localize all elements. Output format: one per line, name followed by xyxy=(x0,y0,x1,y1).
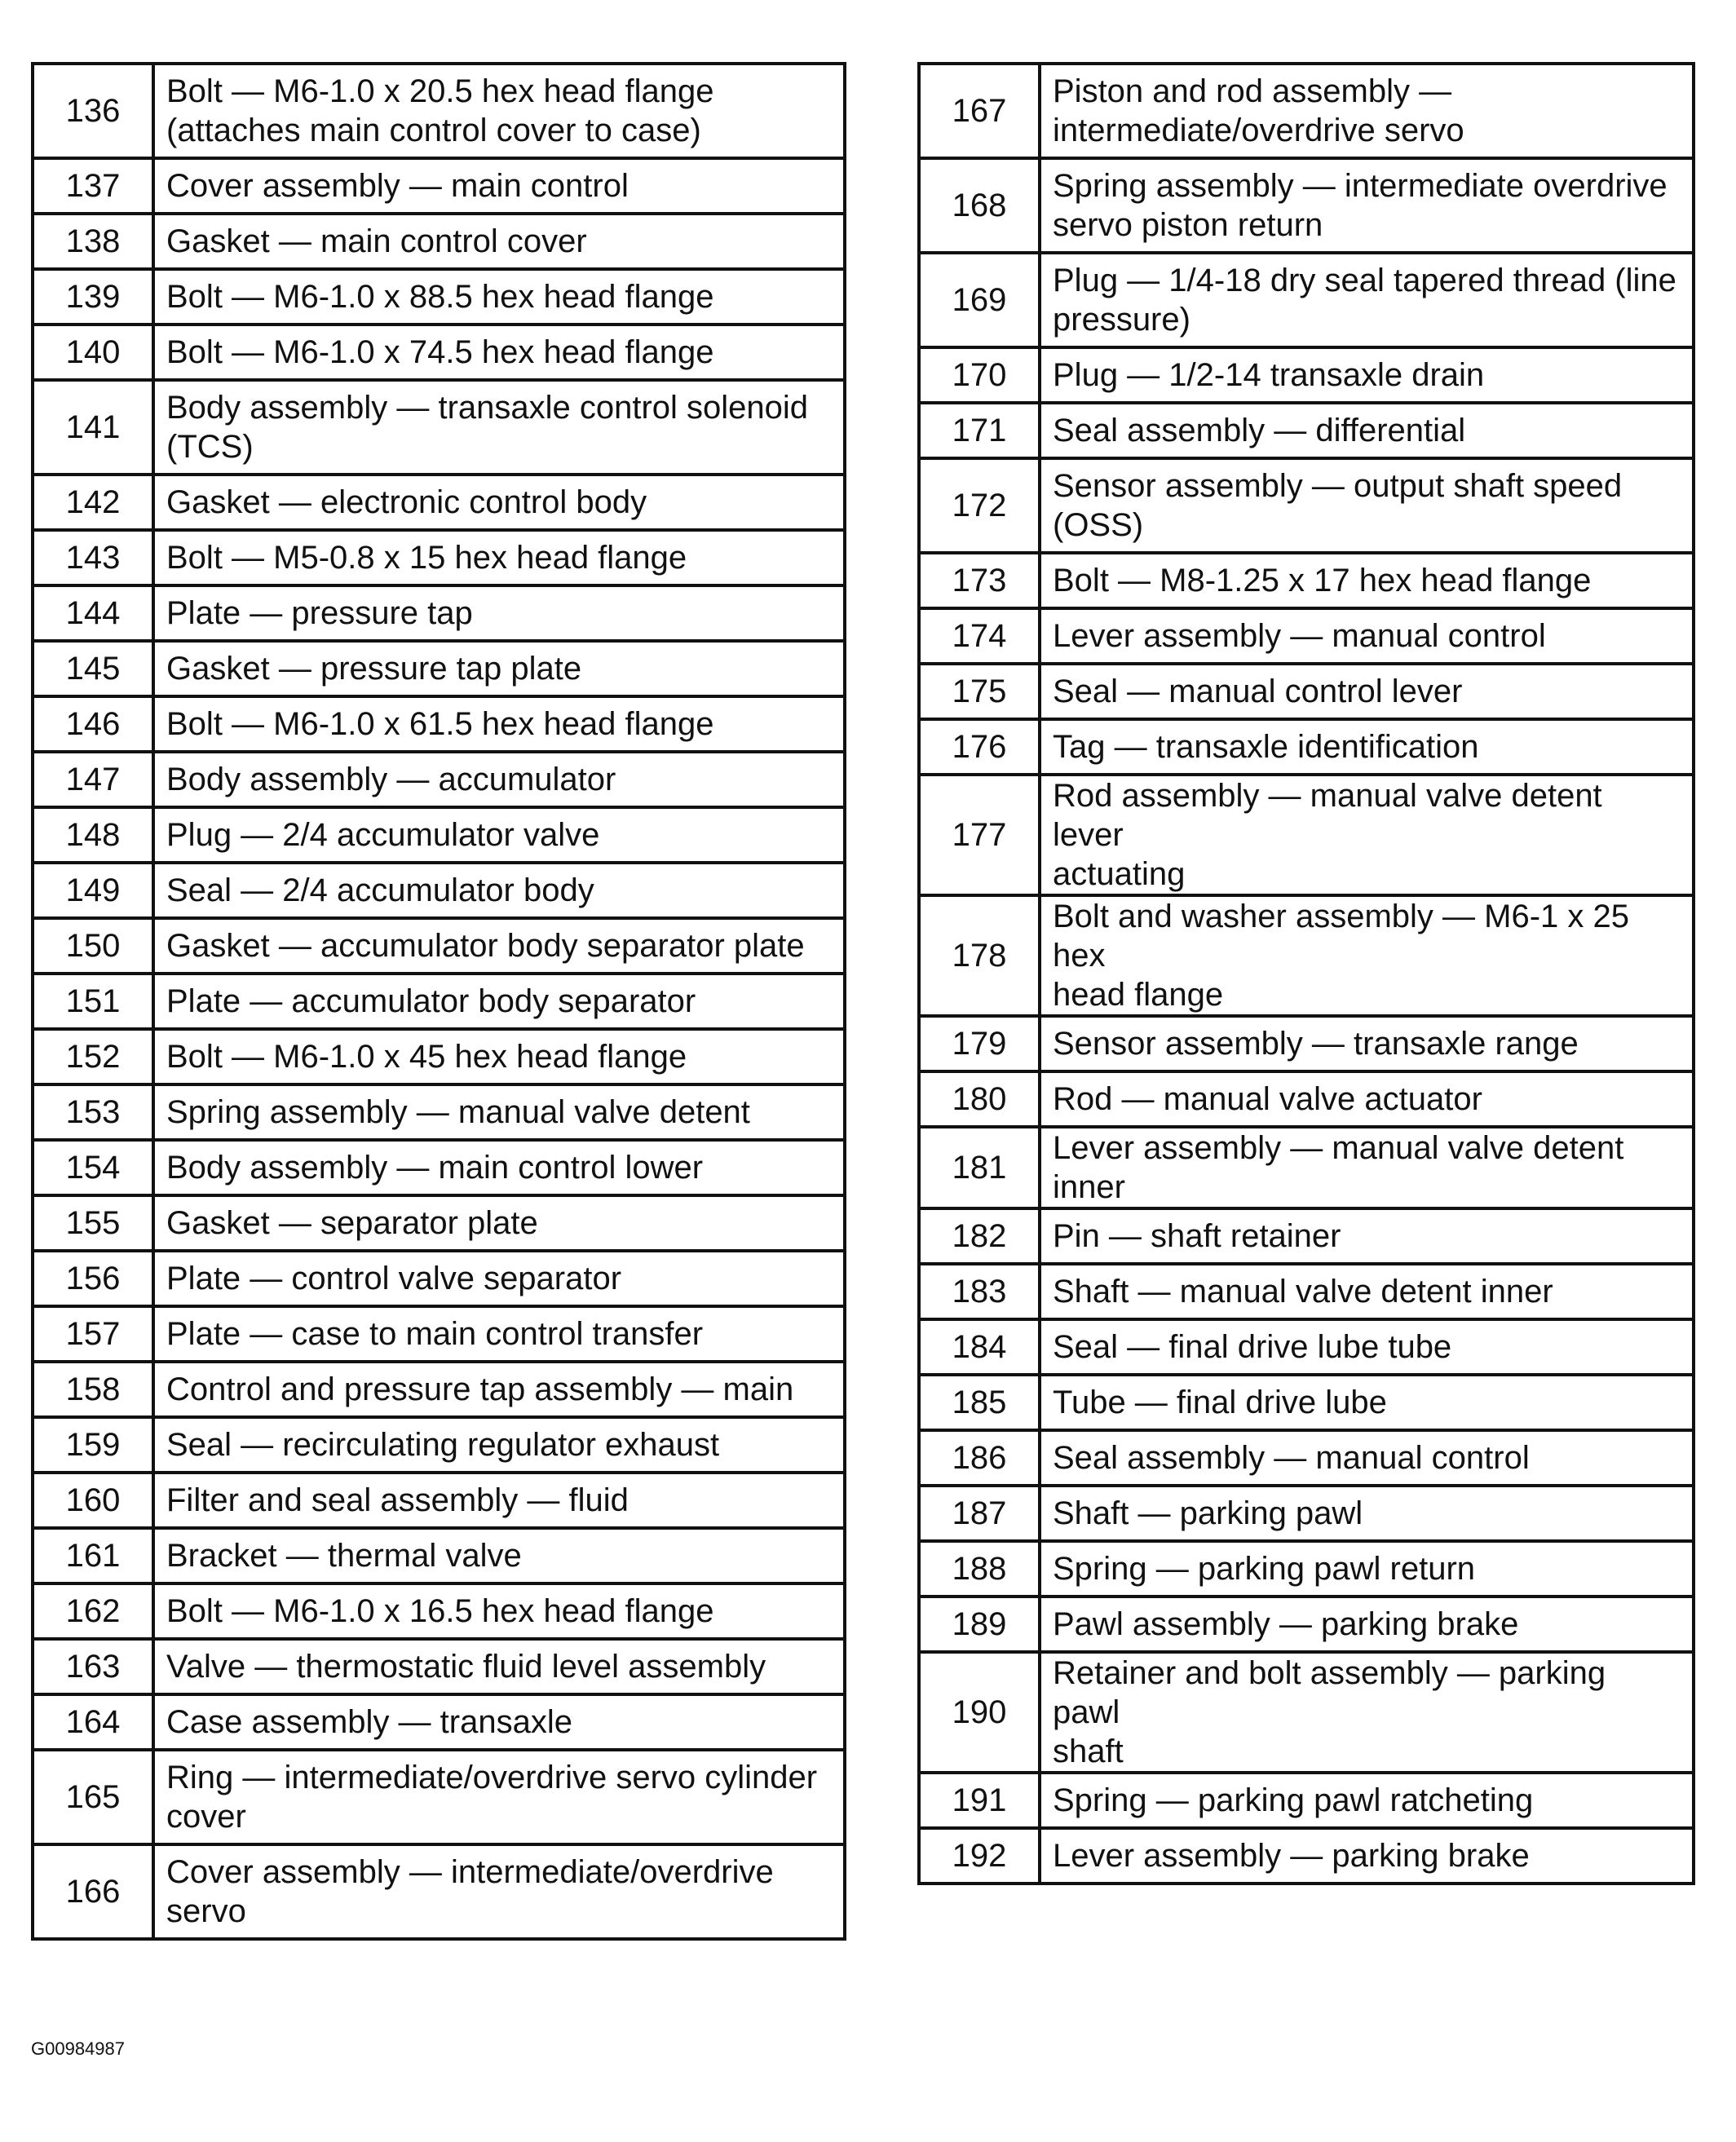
part-number: 156 xyxy=(33,1251,153,1306)
part-number: 136 xyxy=(33,64,153,158)
table-row xyxy=(33,1362,845,1417)
table-row xyxy=(919,64,1694,158)
part-number: 182 xyxy=(919,1208,1040,1264)
table-row xyxy=(33,1306,845,1362)
part-description: Spring assembly — manual valve detent xyxy=(153,1084,845,1140)
table-row xyxy=(33,752,845,807)
part-description: Lever assembly — manual control xyxy=(1040,608,1694,664)
part-number: 191 xyxy=(919,1773,1040,1828)
part-number: 176 xyxy=(919,719,1040,775)
part-number: 183 xyxy=(919,1264,1040,1319)
table-row xyxy=(919,158,1694,253)
part-description: Plate — pressure tap xyxy=(153,585,845,641)
part-number: 141 xyxy=(33,380,153,475)
table-row xyxy=(919,775,1694,895)
part-number: 153 xyxy=(33,1084,153,1140)
part-description: Gasket — separator plate xyxy=(153,1195,845,1251)
table-row xyxy=(919,1828,1694,1884)
part-number: 181 xyxy=(919,1127,1040,1208)
part-description: Plug — 2/4 accumulator valve xyxy=(153,807,845,863)
part-number: 159 xyxy=(33,1417,153,1473)
part-number: 177 xyxy=(919,775,1040,895)
part-description: Piston and rod assembly — intermediate/overdrive servo xyxy=(1040,64,1694,158)
part-description: Pin — shaft retainer xyxy=(1040,1208,1694,1264)
part-description: Gasket — main control cover xyxy=(153,214,845,269)
part-number: 162 xyxy=(33,1583,153,1639)
part-description: Sensor assembly — transaxle range xyxy=(1040,1016,1694,1071)
part-number: 147 xyxy=(33,752,153,807)
part-number: 188 xyxy=(919,1541,1040,1597)
part-number: 168 xyxy=(919,158,1040,253)
table-row xyxy=(919,253,1694,347)
table-row xyxy=(33,214,845,269)
table-row xyxy=(919,458,1694,553)
part-number: 149 xyxy=(33,863,153,918)
part-number: 164 xyxy=(33,1694,153,1750)
part-description: Bolt — M8-1.25 x 17 hex head flange xyxy=(1040,553,1694,608)
part-description: Bolt — M5-0.8 x 15 hex head flange xyxy=(153,530,845,585)
figure-id: G00984987 xyxy=(31,2038,125,2059)
table-row xyxy=(33,1029,845,1084)
table-row xyxy=(919,1652,1694,1773)
table-row xyxy=(33,1694,845,1750)
part-description: Cover assembly — intermediate/overdrive servo xyxy=(153,1844,845,1939)
part-description: Bolt — M6-1.0 x 88.5 hex head flange xyxy=(153,269,845,325)
part-number: 146 xyxy=(33,696,153,752)
part-number: 155 xyxy=(33,1195,153,1251)
part-description: Filter and seal assembly — fluid xyxy=(153,1473,845,1528)
table-row xyxy=(919,1264,1694,1319)
part-description: Rod — manual valve actuator xyxy=(1040,1071,1694,1127)
part-number: 175 xyxy=(919,664,1040,719)
part-number: 172 xyxy=(919,458,1040,553)
part-number: 157 xyxy=(33,1306,153,1362)
part-description: Ring — intermediate/overdrive servo cylinder cover xyxy=(153,1750,845,1844)
part-number: 179 xyxy=(919,1016,1040,1071)
part-number: 169 xyxy=(919,253,1040,347)
part-description: Bolt — M6-1.0 x 61.5 hex head flange xyxy=(153,696,845,752)
part-description: Seal — manual control lever xyxy=(1040,664,1694,719)
part-number: 142 xyxy=(33,475,153,530)
table-row xyxy=(919,664,1694,719)
table-row xyxy=(33,530,845,585)
part-description: Plug — 1/4-18 dry seal tapered thread (line pressure) xyxy=(1040,253,1694,347)
part-number: 171 xyxy=(919,403,1040,458)
table-row xyxy=(919,1208,1694,1264)
part-number: 151 xyxy=(33,974,153,1029)
part-number: 167 xyxy=(919,64,1040,158)
part-description: Body assembly — transaxle control solenoid (TCS) xyxy=(153,380,845,475)
table-row xyxy=(919,1016,1694,1071)
table-row xyxy=(919,719,1694,775)
part-number: 166 xyxy=(33,1844,153,1939)
part-description: Retainer and bolt assembly — parking pawl shaft xyxy=(1040,1652,1694,1773)
table-row xyxy=(919,1127,1694,1208)
part-number: 154 xyxy=(33,1140,153,1195)
part-description: Bolt — M6-1.0 x 16.5 hex head flange xyxy=(153,1583,845,1639)
table-row xyxy=(919,1773,1694,1828)
part-description: Gasket — electronic control body xyxy=(153,475,845,530)
table-row xyxy=(33,1528,845,1583)
part-description: Plate — control valve separator xyxy=(153,1251,845,1306)
part-description: Plate — case to main control transfer xyxy=(153,1306,845,1362)
part-number: 173 xyxy=(919,553,1040,608)
part-description: Bolt — M6-1.0 x 45 hex head flange xyxy=(153,1029,845,1084)
table-row xyxy=(919,1597,1694,1652)
part-number: 152 xyxy=(33,1029,153,1084)
part-number: 138 xyxy=(33,214,153,269)
part-number: 184 xyxy=(919,1319,1040,1375)
table-row xyxy=(33,807,845,863)
part-description: Spring — parking pawl return xyxy=(1040,1541,1694,1597)
part-description: Plug — 1/2-14 transaxle drain xyxy=(1040,347,1694,403)
part-description: Seal — 2/4 accumulator body xyxy=(153,863,845,918)
part-number: 192 xyxy=(919,1828,1040,1884)
part-number: 180 xyxy=(919,1071,1040,1127)
part-description: Seal assembly — differential xyxy=(1040,403,1694,458)
part-number: 186 xyxy=(919,1430,1040,1486)
part-description: Tube — final drive lube xyxy=(1040,1375,1694,1430)
part-description: Bolt and washer assembly — M6-1 x 25 hex head flange xyxy=(1040,895,1694,1016)
part-description: Body assembly — main control lower xyxy=(153,1140,845,1195)
part-number: 190 xyxy=(919,1652,1040,1773)
table-row xyxy=(33,1639,845,1694)
table-row xyxy=(919,403,1694,458)
table-row xyxy=(33,1417,845,1473)
part-description: Bracket — thermal valve xyxy=(153,1528,845,1583)
part-number: 145 xyxy=(33,641,153,696)
parts-table-right-body xyxy=(919,64,1694,1884)
table-row xyxy=(919,1541,1694,1597)
table-row xyxy=(33,863,845,918)
part-description: Gasket — accumulator body separator plate xyxy=(153,918,845,974)
table-row xyxy=(33,1084,845,1140)
part-description: Rod assembly — manual valve detent lever actuating xyxy=(1040,775,1694,895)
part-description: Seal — final drive lube tube xyxy=(1040,1319,1694,1375)
parts-table-left-body xyxy=(33,64,845,1939)
part-number: 165 xyxy=(33,1750,153,1844)
part-description: Control and pressure tap assembly — main xyxy=(153,1362,845,1417)
part-description: Tag — transaxle identification xyxy=(1040,719,1694,775)
table-row xyxy=(33,475,845,530)
part-number: 187 xyxy=(919,1486,1040,1541)
part-description: Spring assembly — intermediate overdrive servo piston return xyxy=(1040,158,1694,253)
part-description: Cover assembly — main control xyxy=(153,158,845,214)
table-row xyxy=(33,64,845,158)
part-description: Plate — accumulator body separator xyxy=(153,974,845,1029)
part-description: Bolt — M6-1.0 x 20.5 hex head flange (attaches main control cover to case) xyxy=(153,64,845,158)
part-number: 139 xyxy=(33,269,153,325)
table-row xyxy=(33,641,845,696)
part-description: Lever assembly — manual valve detent inner xyxy=(1040,1127,1694,1208)
table-row xyxy=(919,347,1694,403)
part-number: 185 xyxy=(919,1375,1040,1430)
part-number: 174 xyxy=(919,608,1040,664)
table-row xyxy=(33,1140,845,1195)
part-number: 189 xyxy=(919,1597,1040,1652)
part-description: Shaft — parking pawl xyxy=(1040,1486,1694,1541)
part-number: 163 xyxy=(33,1639,153,1694)
table-row xyxy=(919,553,1694,608)
table-row xyxy=(33,974,845,1029)
part-number: 161 xyxy=(33,1528,153,1583)
table-row xyxy=(919,1430,1694,1486)
table-row xyxy=(919,1486,1694,1541)
part-description: Spring — parking pawl ratcheting xyxy=(1040,1773,1694,1828)
part-description: Pawl assembly — parking brake xyxy=(1040,1597,1694,1652)
part-description: Lever assembly — parking brake xyxy=(1040,1828,1694,1884)
parts-table-right xyxy=(917,62,1695,1885)
part-number: 137 xyxy=(33,158,153,214)
table-row xyxy=(33,918,845,974)
part-description: Shaft — manual valve detent inner xyxy=(1040,1264,1694,1319)
table-row xyxy=(33,585,845,641)
part-description: Valve — thermostatic fluid level assembly xyxy=(153,1639,845,1694)
table-row xyxy=(33,158,845,214)
part-number: 170 xyxy=(919,347,1040,403)
part-description: Case assembly — transaxle xyxy=(153,1694,845,1750)
table-row xyxy=(33,1583,845,1639)
part-description: Bolt — M6-1.0 x 74.5 hex head flange xyxy=(153,325,845,380)
part-number: 160 xyxy=(33,1473,153,1528)
table-row xyxy=(33,1251,845,1306)
table-row xyxy=(33,325,845,380)
table-row xyxy=(919,1319,1694,1375)
table-row xyxy=(33,1473,845,1528)
table-row xyxy=(919,608,1694,664)
table-row xyxy=(33,269,845,325)
part-description: Sensor assembly — output shaft speed (OSS) xyxy=(1040,458,1694,553)
table-row xyxy=(919,1071,1694,1127)
table-row xyxy=(33,1195,845,1251)
part-number: 143 xyxy=(33,530,153,585)
part-number: 178 xyxy=(919,895,1040,1016)
table-row xyxy=(919,895,1694,1016)
part-description: Gasket — pressure tap plate xyxy=(153,641,845,696)
table-row xyxy=(919,1375,1694,1430)
part-number: 144 xyxy=(33,585,153,641)
part-number: 158 xyxy=(33,1362,153,1417)
table-row xyxy=(33,380,845,475)
parts-table-left xyxy=(31,62,846,1941)
part-description: Seal — recirculating regulator exhaust xyxy=(153,1417,845,1473)
part-number: 148 xyxy=(33,807,153,863)
part-number: 150 xyxy=(33,918,153,974)
part-description: Seal assembly — manual control xyxy=(1040,1430,1694,1486)
table-row xyxy=(33,696,845,752)
part-number: 140 xyxy=(33,325,153,380)
part-description: Body assembly — accumulator xyxy=(153,752,845,807)
table-row xyxy=(33,1750,845,1844)
table-row xyxy=(33,1844,845,1939)
